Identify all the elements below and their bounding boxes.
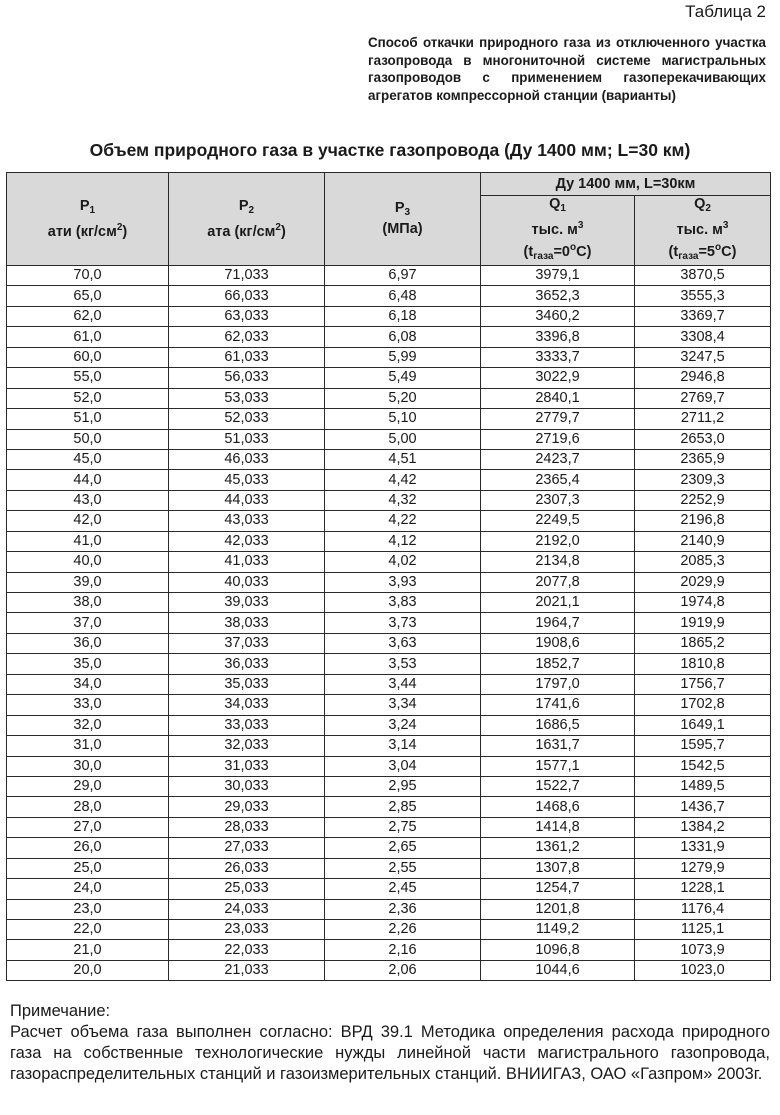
cell-p1: 62,0	[7, 306, 169, 326]
table-row	[7, 409, 771, 429]
cell-q1: 2077,8	[481, 572, 635, 592]
cell-q1: 1852,7	[481, 654, 635, 674]
table-row	[7, 347, 771, 367]
cell-q2: 1023,0	[635, 960, 771, 980]
cell-p3: 6,48	[325, 286, 481, 306]
cell-q1: 3333,7	[481, 347, 635, 367]
cell-p1: 21,0	[7, 940, 169, 960]
header-q1: $Q_1$ тыс. $м^3$ $(t_{газа}=0^oC)$	[481, 196, 635, 266]
cell-q2: 2711,2	[635, 409, 771, 429]
cell-q2: 2365,9	[635, 449, 771, 469]
cell-q2: 1595,7	[635, 736, 771, 756]
cell-p1: 61,0	[7, 327, 169, 347]
cell-p3: 2,06	[325, 960, 481, 980]
cell-p1: 70,0	[7, 266, 169, 286]
cell-q1: 2840,1	[481, 388, 635, 408]
cell-q2: 1279,9	[635, 858, 771, 878]
cell-p1: 29,0	[7, 776, 169, 796]
cell-p3: 2,45	[325, 879, 481, 899]
cell-p1: 23,0	[7, 899, 169, 919]
cell-p2: 56,033	[169, 368, 325, 388]
cell-q1: 1522,7	[481, 776, 635, 796]
cell-q1: 2021,1	[481, 593, 635, 613]
cell-p3: 6,08	[325, 327, 481, 347]
cell-q2: 2653,0	[635, 429, 771, 449]
cell-p1: 45,0	[7, 449, 169, 469]
cell-p3: 2,85	[325, 797, 481, 817]
cell-q2: 1865,2	[635, 633, 771, 653]
cell-q2: 1436,7	[635, 797, 771, 817]
cell-p1: 26,0	[7, 838, 169, 858]
cell-p2: 62,033	[169, 327, 325, 347]
cell-p2: 31,033	[169, 756, 325, 776]
cell-p1: 36,0	[7, 633, 169, 653]
table-row	[7, 286, 771, 306]
cell-p2: 25,033	[169, 879, 325, 899]
cell-q2: 2085,3	[635, 552, 771, 572]
cell-p1: 41,0	[7, 531, 169, 551]
cell-p3: 4,42	[325, 470, 481, 490]
cell-p3: 5,20	[325, 388, 481, 408]
cell-p3: 5,49	[325, 368, 481, 388]
table-caption: Способ откачки природного газа из отключенного участка газопровода в многониточной системе магистральных газопроводов с применением газоперекачивающих агрегатов компрессорной станции (варианты)	[368, 35, 766, 103]
table-row	[7, 756, 771, 776]
table-row	[7, 633, 771, 653]
cell-p3: 3,53	[325, 654, 481, 674]
cell-p2: 42,033	[169, 531, 325, 551]
table-row	[7, 920, 771, 940]
cell-q1: 2365,4	[481, 470, 635, 490]
note-text: Расчет объема газа выполнен согласно: ВРД 39.1 Методика определения расхода природного газа на собственные технологические нужды линейной части магистрального газопровода, газораспределительных станций и газоизмерительных станций. ВНИИГАЗ, ОАО «Газпром» 2003г.	[10, 1023, 770, 1083]
cell-p1: 28,0	[7, 797, 169, 817]
cell-p1: 30,0	[7, 756, 169, 776]
note-heading: Примечание:	[10, 1002, 111, 1020]
table-row	[7, 879, 771, 899]
cell-q2: 1073,9	[635, 940, 771, 960]
cell-p1: 38,0	[7, 593, 169, 613]
cell-p3: 3,44	[325, 674, 481, 694]
cell-p3: 2,75	[325, 817, 481, 837]
table-row	[7, 960, 771, 980]
cell-p1: 55,0	[7, 368, 169, 388]
table-row	[7, 531, 771, 551]
cell-q2: 1228,1	[635, 879, 771, 899]
table-row	[7, 388, 771, 408]
cell-q2: 1331,9	[635, 838, 771, 858]
table-row	[7, 838, 771, 858]
cell-p2: 28,033	[169, 817, 325, 837]
cell-q1: 1908,6	[481, 633, 635, 653]
cell-p1: 33,0	[7, 695, 169, 715]
cell-p3: 3,04	[325, 756, 481, 776]
cell-q1: 3460,2	[481, 306, 635, 326]
table-row	[7, 940, 771, 960]
cell-p2: 22,033	[169, 940, 325, 960]
cell-q2: 3369,7	[635, 306, 771, 326]
table-row	[7, 715, 771, 735]
cell-q2: 1974,8	[635, 593, 771, 613]
cell-p1: 52,0	[7, 388, 169, 408]
cell-q1: 1797,0	[481, 674, 635, 694]
cell-q2: 1919,9	[635, 613, 771, 633]
header-p2: $P_2$ ата $(кг/см^2)$	[169, 173, 325, 266]
cell-p2: 66,033	[169, 286, 325, 306]
cell-p3: 3,14	[325, 736, 481, 756]
cell-q1: 1307,8	[481, 858, 635, 878]
table-row	[7, 490, 771, 510]
cell-q1: 2249,5	[481, 511, 635, 531]
table-row	[7, 511, 771, 531]
cell-q2: 3870,5	[635, 266, 771, 286]
cell-q1: 1964,7	[481, 613, 635, 633]
cell-q2: 3247,5	[635, 347, 771, 367]
cell-q2: 1125,1	[635, 920, 771, 940]
cell-p2: 33,033	[169, 715, 325, 735]
table-number-label: Таблица 2	[685, 2, 766, 21]
cell-p3: 2,26	[325, 920, 481, 940]
cell-q1: 2134,8	[481, 552, 635, 572]
cell-p3: 3,83	[325, 593, 481, 613]
cell-p2: 36,033	[169, 654, 325, 674]
cell-p1: 50,0	[7, 429, 169, 449]
cell-p2: 61,033	[169, 347, 325, 367]
cell-q1: 1631,7	[481, 736, 635, 756]
cell-p3: 4,12	[325, 531, 481, 551]
cell-p3: 2,16	[325, 940, 481, 960]
cell-q2: 2946,8	[635, 368, 771, 388]
table-row	[7, 858, 771, 878]
cell-q1: 1254,7	[481, 879, 635, 899]
table-row	[7, 654, 771, 674]
cell-p1: 43,0	[7, 490, 169, 510]
cell-q1: 2307,3	[481, 490, 635, 510]
cell-p3: 3,73	[325, 613, 481, 633]
cell-p2: 63,033	[169, 306, 325, 326]
cell-p3: 3,34	[325, 695, 481, 715]
table-row	[7, 899, 771, 919]
cell-q1: 1414,8	[481, 817, 635, 837]
cell-p2: 45,033	[169, 470, 325, 490]
cell-p1: 65,0	[7, 286, 169, 306]
cell-p2: 43,033	[169, 511, 325, 531]
cell-p1: 37,0	[7, 613, 169, 633]
cell-p3: 6,18	[325, 306, 481, 326]
cell-p1: 39,0	[7, 572, 169, 592]
cell-q2: 1176,4	[635, 899, 771, 919]
cell-q1: 2192,0	[481, 531, 635, 551]
cell-q2: 2029,9	[635, 572, 771, 592]
cell-p2: 35,033	[169, 674, 325, 694]
cell-p3: 6,97	[325, 266, 481, 286]
cell-p2: 38,033	[169, 613, 325, 633]
table-body	[7, 266, 771, 981]
cell-p2: 51,033	[169, 429, 325, 449]
cell-p1: 42,0	[7, 511, 169, 531]
cell-q2: 1810,8	[635, 654, 771, 674]
cell-q2: 1384,2	[635, 817, 771, 837]
cell-p2: 40,033	[169, 572, 325, 592]
cell-p3: 2,55	[325, 858, 481, 878]
cell-p3: 2,36	[325, 899, 481, 919]
cell-q1: 1361,2	[481, 838, 635, 858]
cell-q2: 2140,9	[635, 531, 771, 551]
table-title: Объем природного газа в участке газопровода (Ду 1400 мм; L=30 км)	[89, 140, 691, 160]
cell-p1: 35,0	[7, 654, 169, 674]
cell-p3: 5,00	[325, 429, 481, 449]
cell-p1: 32,0	[7, 715, 169, 735]
table-row	[7, 327, 771, 347]
table-row	[7, 674, 771, 694]
cell-p3: 3,24	[325, 715, 481, 735]
cell-q2: 1649,1	[635, 715, 771, 735]
gas-volume-table	[6, 172, 771, 981]
cell-p3: 5,10	[325, 409, 481, 429]
table-row	[7, 552, 771, 572]
cell-p1: 44,0	[7, 470, 169, 490]
cell-p2: 37,033	[169, 633, 325, 653]
cell-q1: 3979,1	[481, 266, 635, 286]
cell-p1: 20,0	[7, 960, 169, 980]
header-p1: $P_1$ ати $(кг/см^2)$	[7, 173, 169, 266]
cell-q2: 1489,5	[635, 776, 771, 796]
cell-q1: 3652,3	[481, 286, 635, 306]
table-row	[7, 470, 771, 490]
table-row	[7, 736, 771, 756]
cell-p2: 34,033	[169, 695, 325, 715]
table-row	[7, 695, 771, 715]
cell-p2: 23,033	[169, 920, 325, 940]
cell-q2: 2769,7	[635, 388, 771, 408]
cell-p3: 4,02	[325, 552, 481, 572]
cell-p2: 29,033	[169, 797, 325, 817]
cell-p1: 24,0	[7, 879, 169, 899]
cell-p2: 32,033	[169, 736, 325, 756]
cell-p2: 26,033	[169, 858, 325, 878]
cell-p2: 39,033	[169, 593, 325, 613]
cell-q2: 2252,9	[635, 490, 771, 510]
cell-p3: 3,93	[325, 572, 481, 592]
cell-p3: 2,65	[325, 838, 481, 858]
cell-q1: 2423,7	[481, 449, 635, 469]
table-row	[7, 266, 771, 286]
cell-p3: 4,22	[325, 511, 481, 531]
cell-q2: 1702,8	[635, 695, 771, 715]
cell-p2: 41,033	[169, 552, 325, 572]
table-row	[7, 572, 771, 592]
cell-p1: 34,0	[7, 674, 169, 694]
table-row	[7, 776, 771, 796]
cell-q1: 1577,1	[481, 756, 635, 776]
cell-p3: 5,99	[325, 347, 481, 367]
cell-q1: 2779,7	[481, 409, 635, 429]
table-row	[7, 613, 771, 633]
cell-p2: 24,033	[169, 899, 325, 919]
cell-p1: 25,0	[7, 858, 169, 878]
cell-p2: 30,033	[169, 776, 325, 796]
header-group-du1400: Ду 1400 мм, L=30км	[481, 173, 771, 196]
cell-p2: 71,033	[169, 266, 325, 286]
cell-q1: 3022,9	[481, 368, 635, 388]
cell-p2: 21,033	[169, 960, 325, 980]
cell-q2: 2309,3	[635, 470, 771, 490]
cell-p1: 27,0	[7, 817, 169, 837]
cell-q1: 1468,6	[481, 797, 635, 817]
table-row	[7, 593, 771, 613]
cell-p3: 4,32	[325, 490, 481, 510]
cell-p2: 46,033	[169, 449, 325, 469]
cell-p3: 3,63	[325, 633, 481, 653]
cell-p1: 22,0	[7, 920, 169, 940]
table-row	[7, 429, 771, 449]
note-block	[10, 1001, 770, 1085]
table-row	[7, 368, 771, 388]
cell-p2: 27,033	[169, 838, 325, 858]
cell-q1: 1686,5	[481, 715, 635, 735]
cell-q1: 1149,2	[481, 920, 635, 940]
cell-q1: 1201,8	[481, 899, 635, 919]
cell-p1: 31,0	[7, 736, 169, 756]
header-q2: $Q_2$ тыс. $м^3$ $(t_{газа}=5^oC)$	[635, 196, 771, 266]
cell-p1: 60,0	[7, 347, 169, 367]
cell-q1: 1044,6	[481, 960, 635, 980]
table-row	[7, 797, 771, 817]
cell-q1: 1096,8	[481, 940, 635, 960]
cell-p2: 52,033	[169, 409, 325, 429]
cell-q1: 1741,6	[481, 695, 635, 715]
header-p3: $P_3$ (МПа)	[325, 173, 481, 266]
table-row	[7, 817, 771, 837]
table-row	[7, 449, 771, 469]
cell-q2: 1756,7	[635, 674, 771, 694]
cell-q2: 1542,5	[635, 756, 771, 776]
cell-q2: 2196,8	[635, 511, 771, 531]
cell-p3: 4,51	[325, 449, 481, 469]
cell-p1: 40,0	[7, 552, 169, 572]
cell-p3: 2,95	[325, 776, 481, 796]
cell-p1: 51,0	[7, 409, 169, 429]
cell-q1: 3396,8	[481, 327, 635, 347]
cell-p2: 53,033	[169, 388, 325, 408]
cell-q2: 3555,3	[635, 286, 771, 306]
cell-q1: 2719,6	[481, 429, 635, 449]
table-row	[7, 306, 771, 326]
cell-q2: 3308,4	[635, 327, 771, 347]
cell-p2: 44,033	[169, 490, 325, 510]
